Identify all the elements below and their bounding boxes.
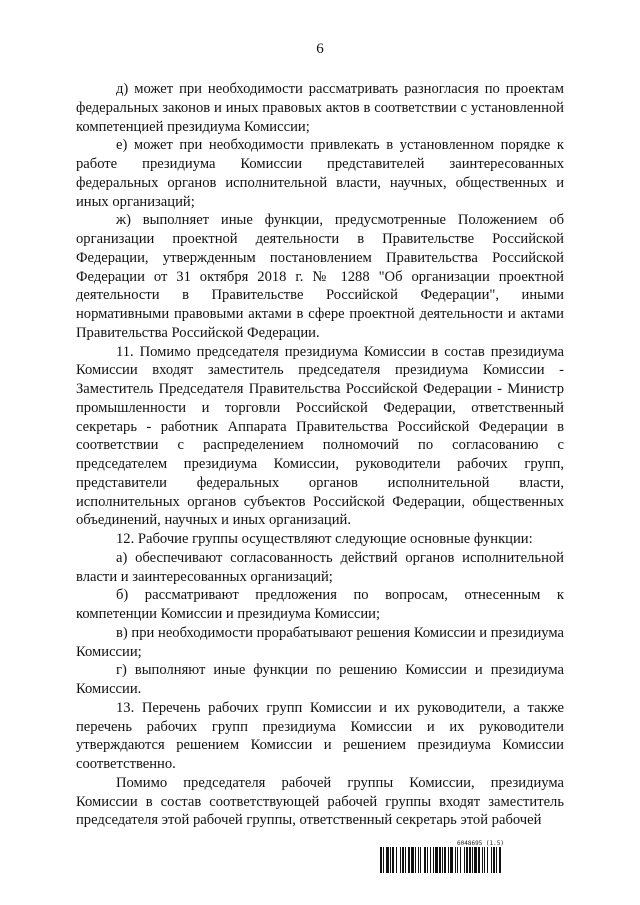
document-body bbox=[76, 80, 564, 830]
page-number: 6 bbox=[316, 41, 324, 57]
paragraph-d: д) может при необходимости рассматривать разногласия по проектам федеральных законов и иных правовых актов в соответствии с установленной компетенцией президиума Комиссии; bbox=[76, 81, 564, 135]
barcode-icon bbox=[380, 847, 568, 873]
paragraph-12g: г) выполняют иные функции по решению Комиссии и президиума Комиссии. bbox=[76, 662, 564, 697]
paragraph-e: е) может при необходимости привлекать в установленном порядке к работе президиума Комиссии представителей заинтересованных федеральных органов исполнительной власти, научных, общественных и иных организаций; bbox=[76, 137, 564, 210]
paragraph-zh: ж) выполняет иные функции, предусмотренные Положением об организации проектной деятельности в Правительстве Российской Федерации, утвержденным постановлением Правительства Российской Федерации от 31 октября 2018 г. № 1288 "Об организации проектной деятельности в Правительстве Российской Федерации", иными нормативными правовыми актами в сфере проектной деятельности и актами Правительства Российской Федерации. bbox=[76, 212, 564, 341]
barcode-id: 6048695 (1.5) bbox=[457, 840, 504, 847]
paragraph-12: 12. Рабочие группы осуществляют следующие основные функции: bbox=[116, 531, 533, 547]
paragraph-11: 11. Помимо председателя президиума Комиссии в состав президиума Комиссии входят заместитель председателя президиума Комиссии - Заместитель Председателя Правительства Российской Федерации - Министр промышленности и торговли Российской Федерации, ответственный секретарь - работник Аппарата Правительства Российской Федерации в соответствии с распределением полномочий по согласованию с председателем президиума Комиссии, руководители рабочих групп, представители федеральных органов исполнительной власти, исполнительных органов субъектов Российской Федерации, общественных объединений, научных и иных организаций. bbox=[76, 343, 564, 529]
paragraph-12b: б) рассматривают предложения по вопросам, отнесенным к компетенции Комиссии и президиума Комиссии; bbox=[76, 587, 564, 622]
paragraph-12v: в) при необходимости прорабатывают решения Комиссии и президиума Комиссии; bbox=[76, 624, 564, 660]
paragraph-13-cont: Помимо председателя рабочей группы Комиссии, президиума Комиссии в состав соответствующей рабочей группы входят заместитель председателя этой рабочей группы, ответственный секретарь этой рабочей bbox=[76, 774, 564, 829]
paragraph-13: 13. Перечень рабочих групп Комиссии и их руководители, а также перечень рабочих групп президиума Комиссии и их руководители утверждаются решением Комиссии и решением президиума Комиссии соответственно. bbox=[76, 699, 564, 772]
paragraph-12a: а) обеспечивают согласованность действий органов исполнительной власти и заинтересованных организаций; bbox=[76, 549, 564, 585]
barcode-block bbox=[380, 840, 568, 873]
